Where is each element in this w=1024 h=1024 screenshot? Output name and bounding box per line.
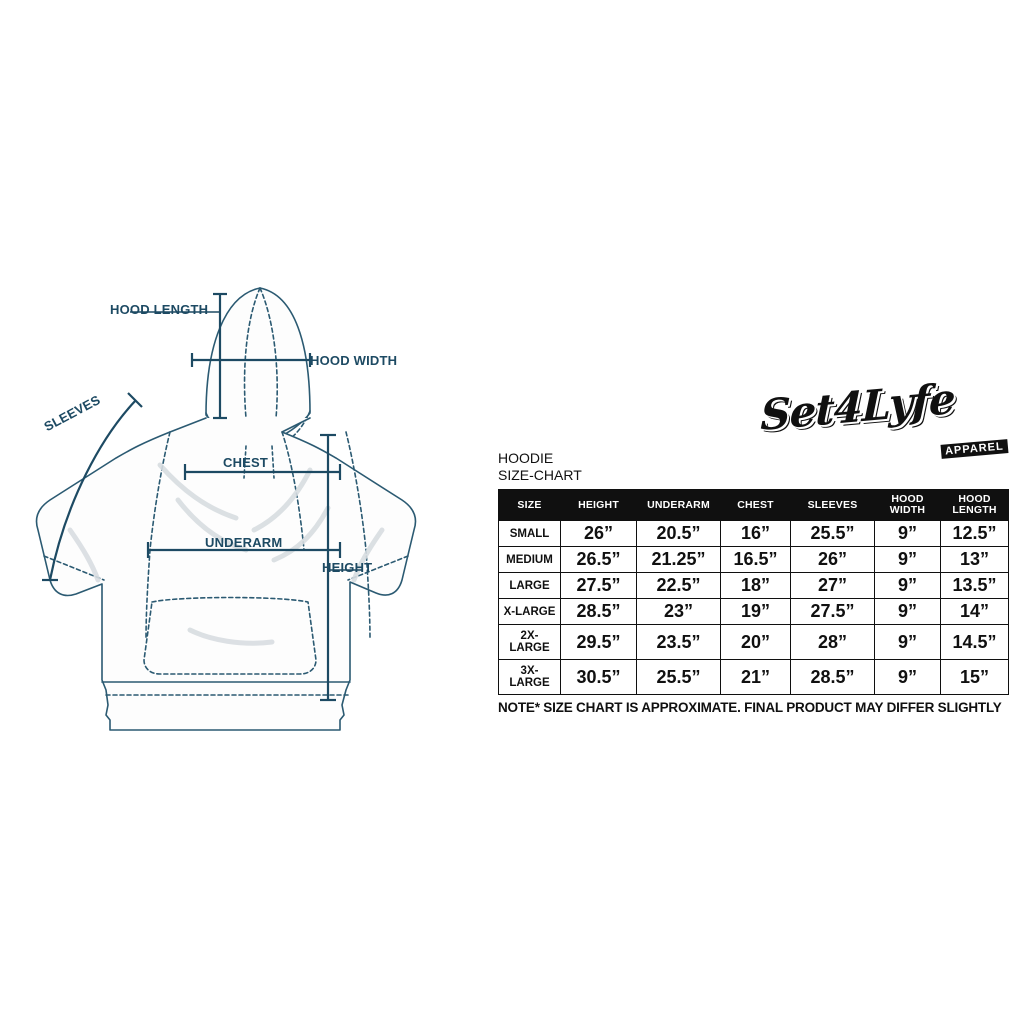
- cell-underarm: 25.5”: [637, 660, 721, 695]
- cell-height: 26”: [561, 521, 637, 547]
- cell-underarm: 20.5”: [637, 521, 721, 547]
- table-row: [499, 599, 1009, 625]
- label-height: HEIGHT: [322, 560, 373, 575]
- cell-hood-length: 13”: [941, 547, 1009, 573]
- size-chart-block: [498, 450, 1008, 715]
- cell-size: 3X-LARGE: [499, 660, 561, 695]
- label-hood-width: HOOD WIDTH: [310, 353, 398, 368]
- cell-height: 27.5”: [561, 573, 637, 599]
- cell-sleeves: 25.5”: [791, 521, 875, 547]
- label-chest: CHEST: [223, 455, 269, 470]
- label-sleeves: SLEEVES: [41, 392, 103, 435]
- cell-hood-width: 9”: [875, 599, 941, 625]
- cell-sleeves: 27.5”: [791, 599, 875, 625]
- cell-chest: 21”: [721, 660, 791, 695]
- cell-underarm: 22.5”: [637, 573, 721, 599]
- table-row: [499, 660, 1009, 695]
- hoodie-diagram: [10, 250, 490, 750]
- col-underarm: UNDERARM: [637, 490, 721, 521]
- cell-height: 28.5”: [561, 599, 637, 625]
- cell-chest: 18”: [721, 573, 791, 599]
- cell-hood-width: 9”: [875, 573, 941, 599]
- chart-heading: [498, 450, 1008, 483]
- col-size: SIZE: [499, 490, 561, 521]
- col-hood-width: HOOD WIDTH: [875, 490, 941, 521]
- cell-height: 30.5”: [561, 660, 637, 695]
- chart-heading-line1: HOODIE: [498, 450, 554, 466]
- table-header-row: [499, 490, 1009, 521]
- cell-hood-width: 9”: [875, 625, 941, 660]
- label-underarm: UNDERARM: [205, 535, 283, 550]
- table-row: [499, 547, 1009, 573]
- col-hood-length: HOOD LENGTH: [941, 490, 1009, 521]
- cell-hood-length: 14”: [941, 599, 1009, 625]
- col-sleeves: SLEEVES: [791, 490, 875, 521]
- cell-hood-width: 9”: [875, 547, 941, 573]
- cell-size: X-LARGE: [499, 599, 561, 625]
- brand-logo-subtext: APPAREL: [941, 439, 1009, 459]
- table-row: [499, 573, 1009, 599]
- cell-size: SMALL: [499, 521, 561, 547]
- cell-hood-width: 9”: [875, 521, 941, 547]
- cell-size: MEDIUM: [499, 547, 561, 573]
- cell-size: LARGE: [499, 573, 561, 599]
- cell-underarm: 23”: [637, 599, 721, 625]
- chart-heading-line2: SIZE-CHART: [498, 466, 582, 483]
- cell-hood-length: 15”: [941, 660, 1009, 695]
- cell-sleeves: 27”: [791, 573, 875, 599]
- label-hood-length: HOOD LENGTH: [110, 302, 209, 317]
- chart-note: NOTE* SIZE CHART IS APPROXIMATE. FINAL PRODUCT MAY DIFFER SLIGHTLY: [498, 700, 1002, 716]
- cell-hood-width: 9”: [875, 660, 941, 695]
- cell-chest: 16.5”: [721, 547, 791, 573]
- cell-chest: 19”: [721, 599, 791, 625]
- table-row: [499, 521, 1009, 547]
- table-row: [499, 625, 1009, 660]
- col-chest: CHEST: [721, 490, 791, 521]
- brand-logo-text: Set4Lyfe: [760, 373, 956, 441]
- cell-hood-length: 14.5”: [941, 625, 1009, 660]
- cell-underarm: 21.25”: [637, 547, 721, 573]
- col-height: HEIGHT: [561, 490, 637, 521]
- cell-height: 29.5”: [561, 625, 637, 660]
- cell-chest: 20”: [721, 625, 791, 660]
- cell-underarm: 23.5”: [637, 625, 721, 660]
- cell-sleeves: 28.5”: [791, 660, 875, 695]
- cell-chest: 16”: [721, 521, 791, 547]
- cell-hood-length: 12.5”: [941, 521, 1009, 547]
- hoodie-illustration: [10, 250, 490, 750]
- size-chart-table: [498, 489, 1009, 695]
- cell-sleeves: 28”: [791, 625, 875, 660]
- cell-size: 2X-LARGE: [499, 625, 561, 660]
- cell-sleeves: 26”: [791, 547, 875, 573]
- cell-hood-length: 13.5”: [941, 573, 1009, 599]
- cell-height: 26.5”: [561, 547, 637, 573]
